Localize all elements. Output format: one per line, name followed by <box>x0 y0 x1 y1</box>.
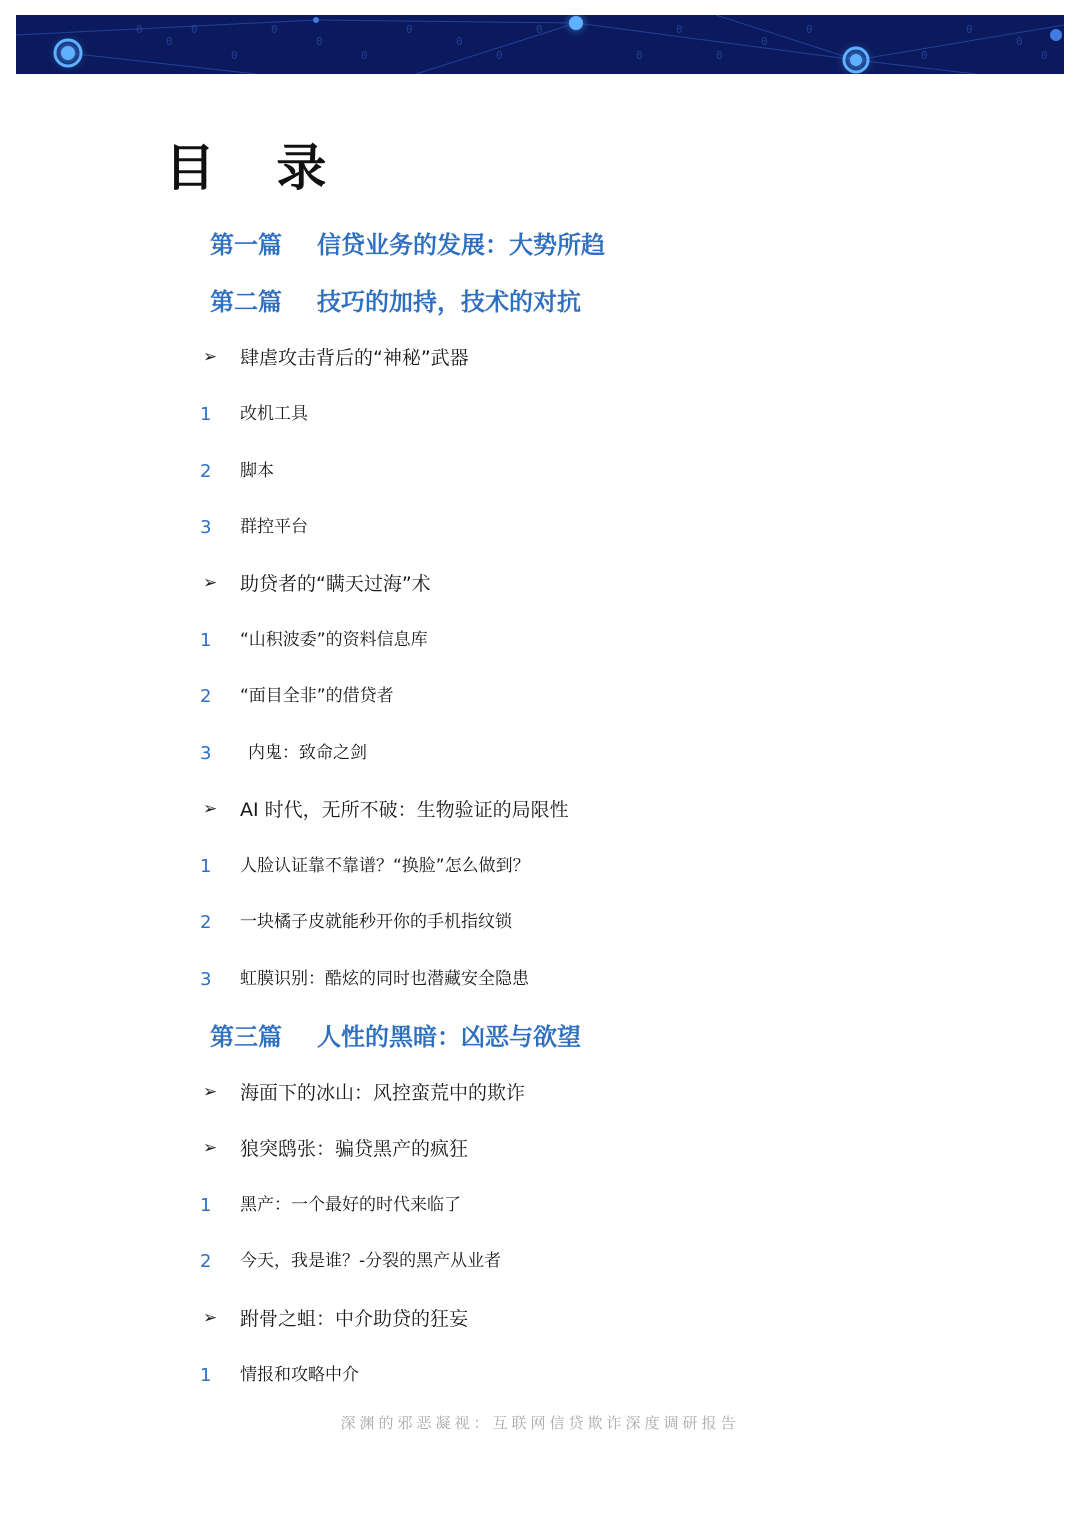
subsection-number: 1 <box>200 1195 212 1216</box>
svg-text:0: 0 <box>966 23 973 36</box>
svg-text:0: 0 <box>806 23 813 36</box>
subsection-title: 内鬼：致命之剑 <box>248 743 367 763</box>
subsection-number: 2 <box>200 912 212 933</box>
subsection-title: 情报和攻略中介 <box>240 1365 359 1385</box>
part-title: 人性的黑暗：凶恶与欲望 <box>317 1023 581 1051</box>
svg-text:0: 0 <box>636 49 643 62</box>
arrow-bullet-icon: ➢ <box>203 573 218 593</box>
arrow-bullet-icon: ➢ <box>203 1308 218 1328</box>
subsection-title: 改机工具 <box>240 404 308 424</box>
section-title: 肆虐攻击背后的“神秘”武器 <box>240 347 469 369</box>
subsection-number: 1 <box>200 1365 212 1386</box>
svg-text:0: 0 <box>191 23 198 36</box>
svg-text:0: 0 <box>676 23 683 36</box>
page-title: 目 录 <box>165 139 349 197</box>
svg-text:0: 0 <box>1016 35 1023 48</box>
subsection-number: 2 <box>200 461 212 482</box>
arrow-bullet-icon: ➢ <box>203 1082 218 1102</box>
svg-text:0: 0 <box>716 49 723 62</box>
subsection-number: 3 <box>200 743 212 764</box>
part-number: 第一篇 <box>210 231 282 259</box>
svg-text:0: 0 <box>316 35 323 48</box>
svg-text:0: 0 <box>406 23 413 36</box>
svg-text:0: 0 <box>536 23 543 36</box>
svg-text:0: 0 <box>231 49 238 62</box>
part-title: 信贷业务的发展：大势所趋 <box>317 231 605 259</box>
subsection-number: 2 <box>200 686 212 707</box>
section-title: AI 时代，无所不破：生物验证的局限性 <box>240 799 569 821</box>
svg-text:0: 0 <box>921 49 928 62</box>
subsection-title: “山积波委”的资料信息库 <box>240 630 428 650</box>
subsection-title: 黑产：一个最好的时代来临了 <box>240 1195 461 1215</box>
subsection-number: 1 <box>200 404 212 425</box>
header-banner <box>16 15 1064 74</box>
subsection-number: 3 <box>200 969 212 990</box>
subsection-title: “面目全非”的借贷者 <box>240 686 394 706</box>
subsection-number: 2 <box>200 1251 212 1272</box>
subsection-title: 群控平台 <box>240 517 308 537</box>
arrow-bullet-icon: ➢ <box>203 1138 218 1158</box>
svg-text:0: 0 <box>271 23 278 36</box>
section-title: 跗骨之蛆：中介助贷的狂妄 <box>240 1308 469 1330</box>
arrow-bullet-icon: ➢ <box>203 347 218 367</box>
svg-text:0: 0 <box>166 35 173 48</box>
part-number: 第二篇 <box>210 288 282 316</box>
part-title: 技巧的加持，技术的对抗 <box>317 288 581 316</box>
subsection-number: 1 <box>200 630 212 651</box>
svg-text:0: 0 <box>136 23 143 36</box>
subsection-title: 今天，我是谁？-分裂的黑产从业者 <box>240 1251 502 1271</box>
section-title: 助贷者的“瞒天过海”术 <box>240 573 431 595</box>
subsection-title: 虹膜识别：酷炫的同时也潜藏安全隐患 <box>240 969 529 989</box>
circuit-decoration-icon <box>16 15 1064 74</box>
svg-text:0: 0 <box>761 35 768 48</box>
svg-text:0: 0 <box>496 49 503 62</box>
subsection-number: 3 <box>200 517 212 538</box>
arrow-bullet-icon: ➢ <box>203 799 218 819</box>
subsection-title: 人脸认证靠不靠谱？“换脸”怎么做到？ <box>240 856 530 876</box>
subsection-number: 1 <box>200 856 212 877</box>
svg-text:0: 0 <box>1041 49 1048 62</box>
svg-text:0: 0 <box>456 35 463 48</box>
subsection-title: 一块橘子皮就能秒开你的手机指纹锁 <box>240 912 512 932</box>
page-footer: 深渊的邪恶凝视：互联网信贷欺诈深度调研报告 <box>340 1414 740 1432</box>
subsection-title: 脚本 <box>240 461 274 481</box>
svg-text:0: 0 <box>361 49 368 62</box>
part-number: 第三篇 <box>210 1023 282 1051</box>
section-title: 狼突鸱张：骗贷黑产的疯狂 <box>240 1138 469 1160</box>
section-title: 海面下的冰山：风控蛮荒中的欺诈 <box>240 1082 526 1104</box>
